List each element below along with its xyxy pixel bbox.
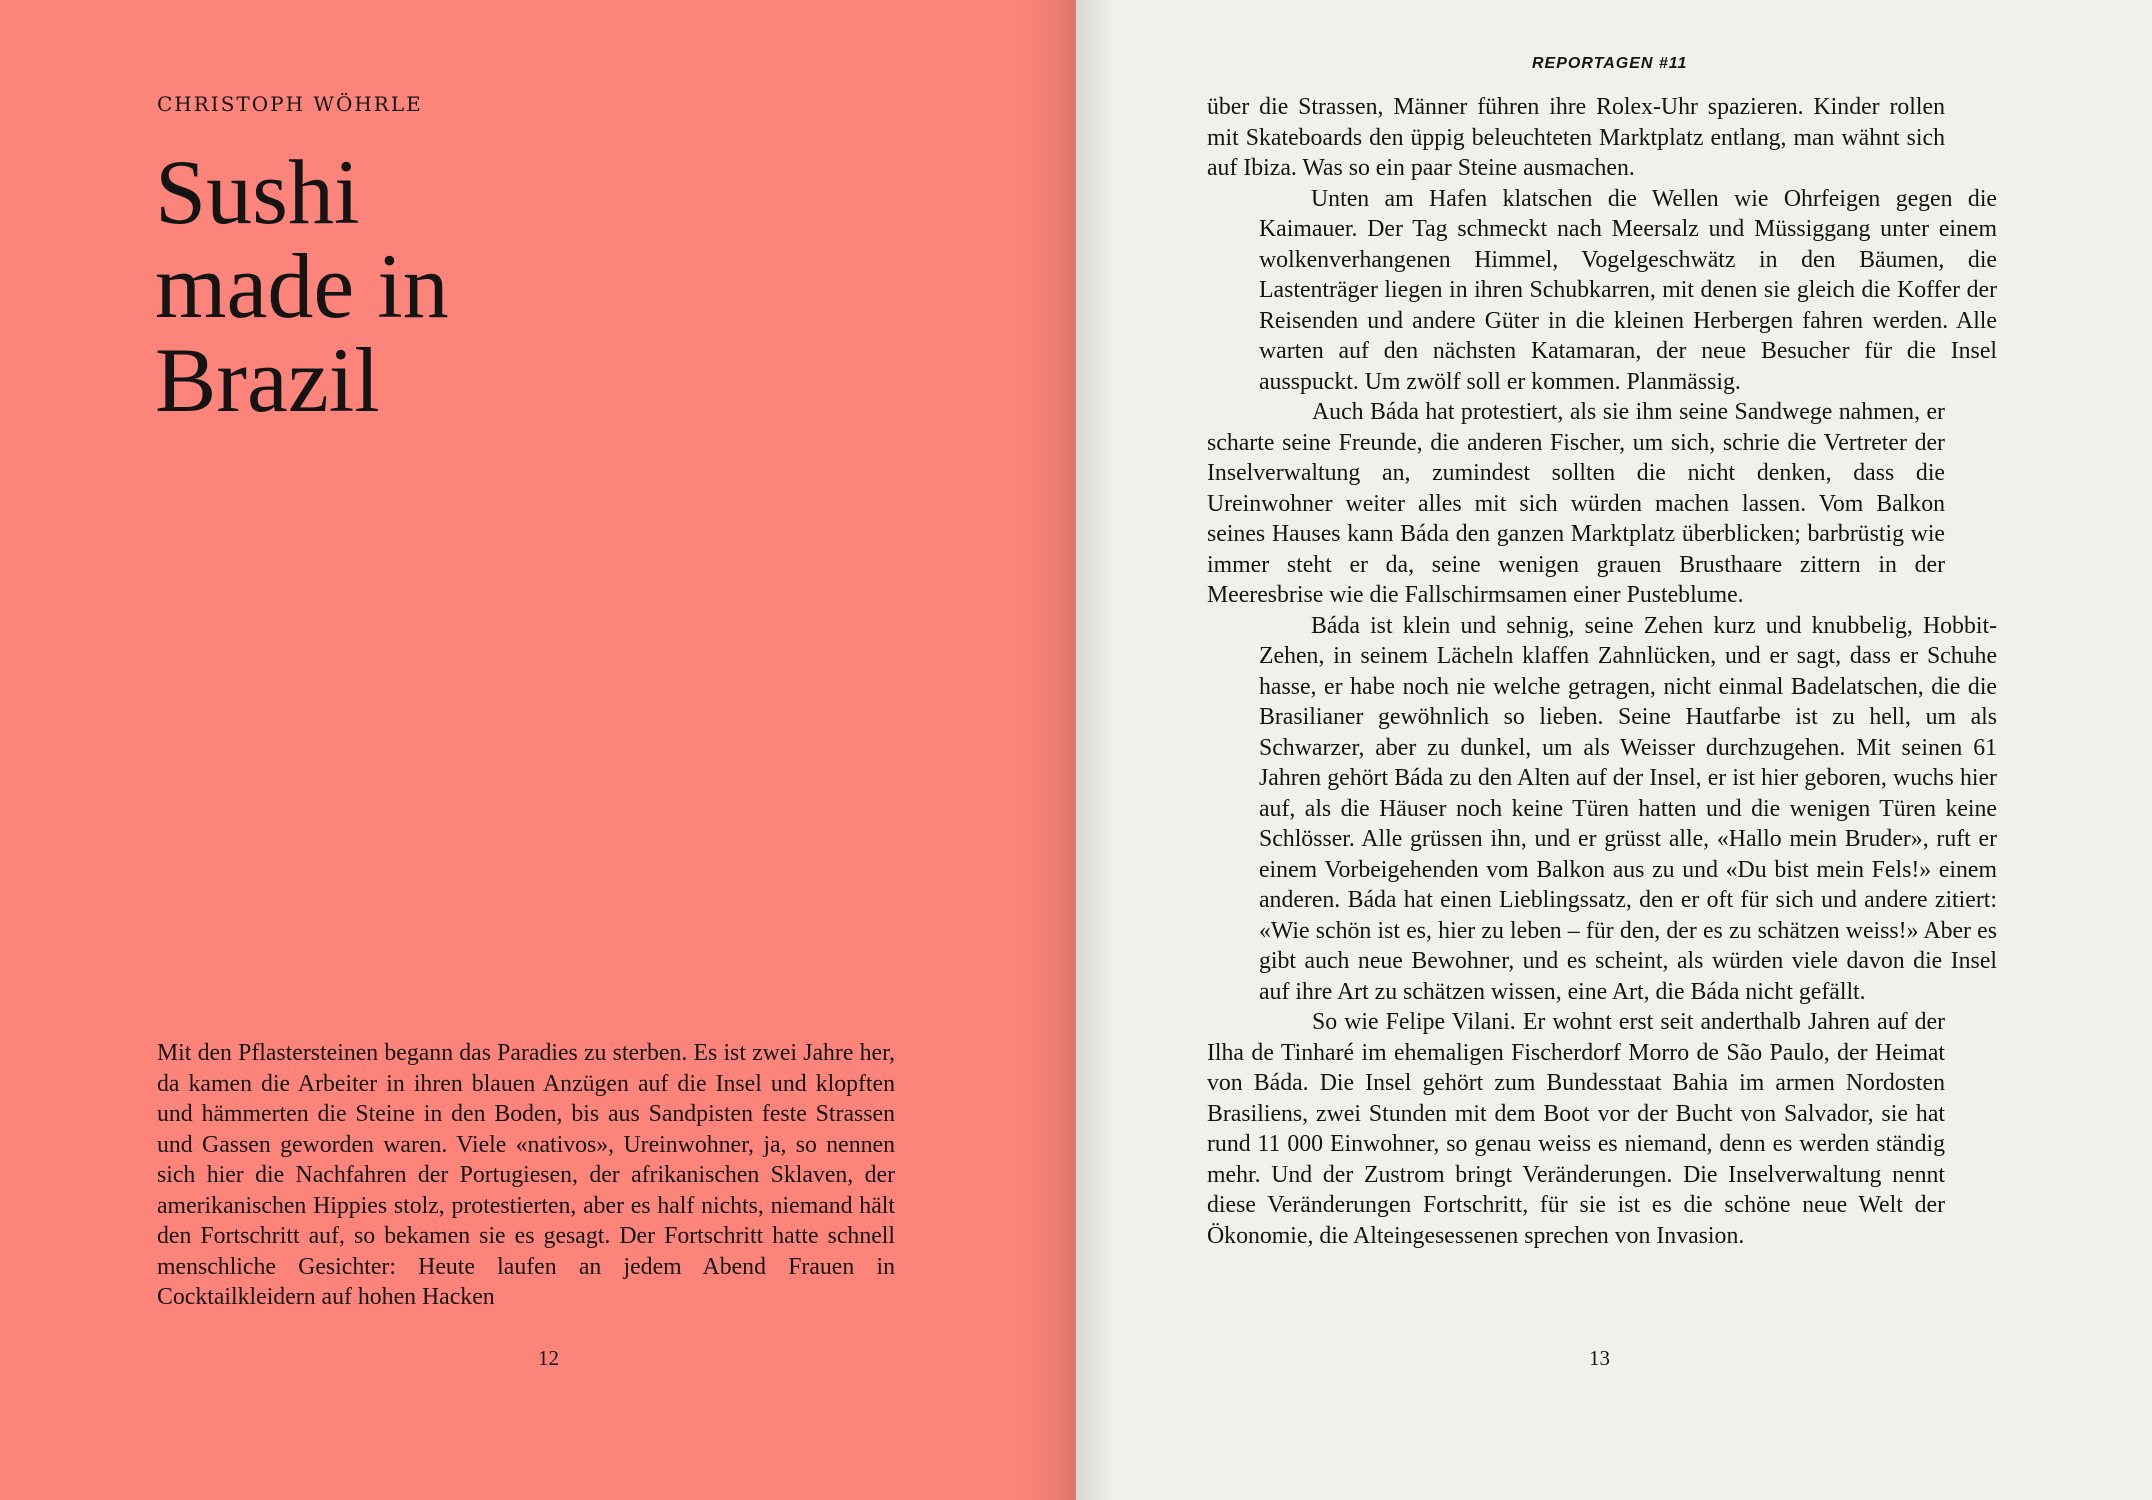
page-number-right: 13 [1589,1346,1610,1370]
article-title [155,141,755,431]
page-number-left: 12 [538,1346,559,1370]
paragraph: über die Strassen, Männer führen ihre Rolex-Uhr spazieren. Kinder rollen mit Skateboards den üppig beleuchteten Marktplatz entlang, man wähnt sich auf Ibiza. Was so ein paar Steine ausmachen. [1207,94,1945,181]
title-line: made in [155,235,449,337]
right-body-text [1207,92,1997,1251]
title-line: Brazil [155,329,380,431]
running-head: REPORTAGEN #11 [1532,55,1688,72]
paragraph: Báda ist klein und sehnig, seine Zehen kurz und knubbelig, Hobbit-Zehen, in seinem Lächeln klaffen Zahnlücken, und er sagt, dass er Schuhe hasse, er habe noch nie welche getragen, nicht einmal Badelatschen, die die Brasilianer gewöhnlich so lieben. Seine Hautfarbe ist zu hell, um als Schwarzer, aber zu dunkel, um als Weisser durchzugehen. Mit seinen 61 Jahren gehört Báda zu den Alten auf der Insel, er ist hier geboren, wuchs hier auf, als die Häuser noch keine Türen hatten und die wenigen Türen keine Schlösser. Alle grüssen ihn, und er grüsst alle, «Hallo mein Bruder», ruft er einem Vorbeigehenden vom Balkon aus zu und «Du bist mein Fels!» einem anderen. Báda hat einen Lieblingssatz, den er oft für sich und andere zitiert: «Wie schön ist es, hier zu leben – für den, der es zu schätzen weiss!» Aber es gibt auch neue Bewohner, und es scheint, als würden viele davon die Insel auf ihre Art zu schätzen wissen, eine Art, die Báda nicht gefällt. [1259,612,1997,1005]
paragraph: Auch Báda hat protestiert, als sie ihm seine Sandwege nahmen, er scharte seine Freunde, die anderen Fischer, um sich, schrie die Vertreter der Inselverwaltung an, zumindest sollten die nicht denken, dass die Ureinwohner weiter alles mit sich würden machen lassen. Vom Balkon seines Hauses kann Báda den ganzen Marktplatz überblicken; barbrüstig wie immer steht er da, seine wenigen grauen Brusthaare zittern in der Meeresbrise wie die Fallschirmsamen einer Pusteblume. [1207,399,1945,608]
title-line: Sushi [155,141,360,243]
paragraph: Unten am Hafen klatschen die Wellen wie Ohrfeigen gegen die Kaimauer. Der Tag schmeckt nach Meersalz und Müssiggang unter einem wolkenverhangenen Himmel, Vogelgeschwätz in den Bäumen, die Lastenträger liegen in ihren Schubkarren, mit denen sie gleich die Koffer der Reisenden und andere Güter in die kleinen Herbergen fahren werden. Alle warten auf den nächsten Katamaran, der neue Besucher für die Insel ausspuckt. Um zwölf soll er kommen. Planmässig. [1259,185,1997,395]
paragraph: So wie Felipe Vilani. Er wohnt erst seit anderthalb Jahren auf der Ilha de Tinharé im ehemaligen Fischerdorf Morro de São Paulo, der Heimat von Báda. Die Insel gehört zum Bundesstaat Bahia im armen Nordosten Brasiliens, zwei Stunden mit dem Boot vor der Bucht von Salvador, sie hat rund 11 000 Einwohner, so genau weiss es niemand, denn es werden ständig mehr. Und der Zustrom bringt Veränderungen. Die Inselverwaltung nennt diese Veränderungen Fortschritt, für sie ist es die schöne neue Welt der Ökonomie, die Alteingesessenen sprechen von Invasion. [1207,1009,1945,1249]
author-name: CHRISTOPH WÖHRLE [157,92,423,116]
left-body-text: Mit den Pflastersteinen begann das Paradies zu sterben. Es ist zwei Jahre her, da kamen die Arbeiter in ihren blauen Anzügen auf die Insel und klopften und hämmerten die Steine in den Boden, bis aus Sandpisten feste Strassen und Gassen geworden waren. Viele «nativos», Ureinwohner, ja, so nennen sich hier die Nachfahren der Portugiesen, der afrikanischen Sklaven, der amerikanischen Hippies stolz, protestierten, aber es half nichts, niemand hält den Fortschritt auf, so bekamen sie es gesagt. Der Fortschritt hatte schnell menschliche Gesichter: Heute laufen an jedem Abend Frauen in Cocktailkleidern auf hohen Hacken [157,1040,895,1310]
